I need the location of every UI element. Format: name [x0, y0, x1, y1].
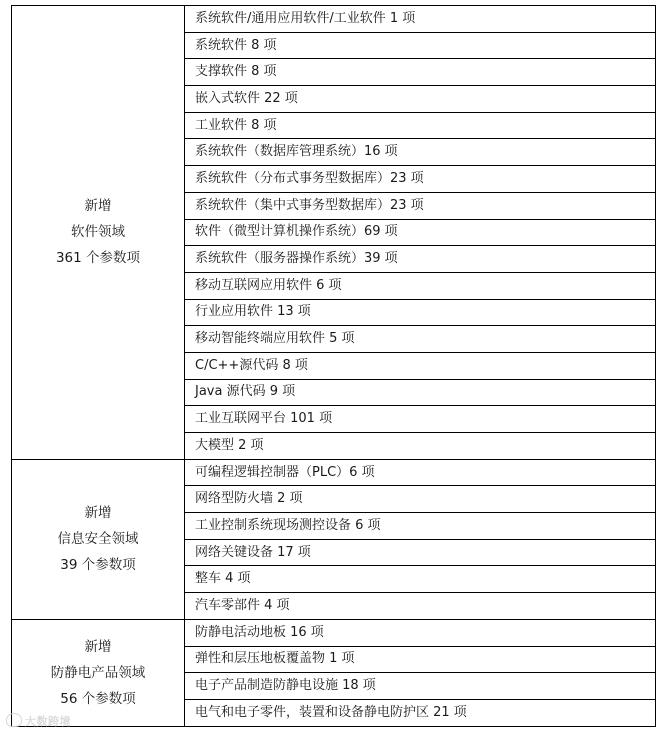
- group-label-line: 防静电产品领域: [50, 664, 146, 681]
- item-cell: 系统软件（服务器操作系统）39 项: [185, 246, 656, 273]
- item-cell: 系统软件（集中式事务型数据库）23 项: [185, 192, 656, 219]
- watermark: [6, 713, 71, 729]
- item-cell: Java 源代码 9 项: [185, 379, 656, 406]
- table-row: [12, 619, 656, 646]
- item-cell: 移动互联网应用软件 6 项: [185, 272, 656, 299]
- weibo-icon: [6, 713, 22, 727]
- group-label-line: 新增: [84, 198, 112, 215]
- item-cell: 系统软件（数据库管理系统）16 项: [185, 139, 656, 166]
- item-cell: 软件（微型计算机操作系统）69 项: [185, 219, 656, 246]
- table-row: [12, 459, 656, 486]
- item-cell: 系统软件 8 项: [185, 32, 656, 59]
- group-label-line: 软件领域: [71, 224, 125, 241]
- item-cell: C/C++源代码 8 项: [185, 352, 656, 379]
- item-cell: 系统软件（分布式事务型数据库）23 项: [185, 166, 656, 193]
- item-cell: 工业控制系统现场测控设备 6 项: [185, 513, 656, 540]
- group-label-line: 信息安全领域: [57, 531, 139, 548]
- item-cell: 嵌入式软件 22 项: [185, 86, 656, 113]
- table-row: [12, 6, 656, 33]
- item-cell: 工业软件 8 项: [185, 112, 656, 139]
- group-label-line: 39 个参数项: [60, 557, 136, 574]
- item-cell: 可编程逻辑控制器（PLC）6 项: [185, 459, 656, 486]
- item-cell: 防静电活动地板 16 项: [185, 619, 656, 646]
- group-label-line: 新增: [84, 638, 112, 655]
- group-label-line: 361 个参数项: [55, 250, 141, 267]
- item-cell: 系统软件/通用应用软件/工业软件 1 项: [185, 6, 656, 33]
- group-label-antistatic: [12, 619, 185, 726]
- watermark-text: 大数跨境: [25, 715, 71, 728]
- group-label-software: [12, 6, 185, 460]
- item-cell: 整车 4 项: [185, 566, 656, 593]
- item-cell: 移动智能终端应用软件 5 项: [185, 326, 656, 353]
- item-cell: 网络型防火墙 2 项: [185, 486, 656, 513]
- item-cell: 支撑软件 8 项: [185, 59, 656, 86]
- group-label-infosec: [12, 459, 185, 619]
- item-cell: 大模型 2 项: [185, 433, 656, 460]
- group-label-line: 56 个参数项: [60, 690, 136, 707]
- item-cell: 弹性和层压地板覆盖物 1 项: [185, 646, 656, 673]
- item-cell: 电子产品制造防静电设施 18 项: [185, 673, 656, 700]
- item-cell: 工业互联网平台 101 项: [185, 406, 656, 433]
- item-cell: 行业应用软件 13 项: [185, 299, 656, 326]
- group-label-line: 新增: [84, 505, 112, 522]
- item-cell: 网络关键设备 17 项: [185, 539, 656, 566]
- item-cell: 电气和电子零件，装置和设备静电防护区 21 项: [185, 699, 656, 726]
- parameter-table: [11, 5, 656, 727]
- item-cell: 汽车零部件 4 项: [185, 593, 656, 620]
